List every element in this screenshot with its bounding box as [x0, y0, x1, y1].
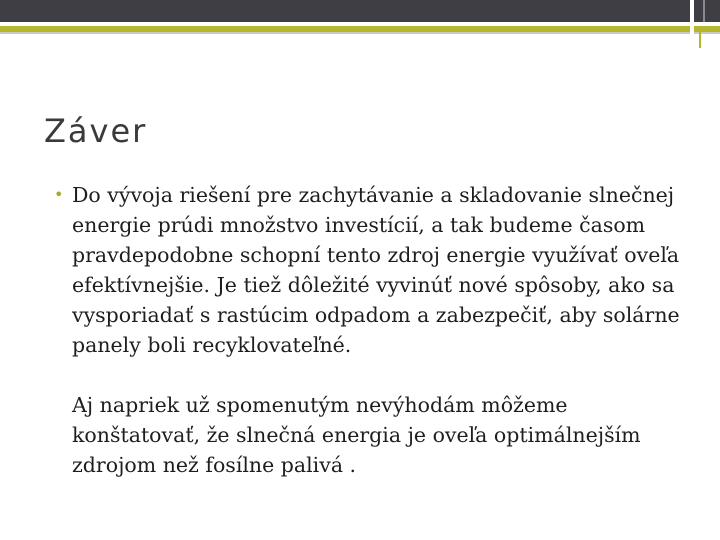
- bullet-text: Do vývoja riešení pre zachytávanie a skladovanie slnečnej energie prúdi množstvo investícií, a tak budeme časom pravdepodobne schopní tento zdroj energie využívať oveľa efektívnejšie. Je tiež dôležité vyvinúť nové spôsoby, ako sa vysporiadať s rastúcim odpadom a zabezpečiť, aby solárne panely boli recyklovateľné.: [72, 183, 680, 357]
- slide-title: Záver: [44, 112, 148, 150]
- bullet-item: [44, 180, 694, 360]
- header-dark-stripe-right: [694, 0, 720, 22]
- header-notch: [690, 0, 694, 36]
- header-accent-tick: [699, 26, 701, 48]
- slide-body: [44, 180, 694, 480]
- header-grey-line: [0, 32, 720, 34]
- header-band: [0, 0, 720, 36]
- header-dark-stripe: [0, 0, 690, 22]
- bullet-icon: •: [54, 185, 64, 204]
- conclusion-paragraph: Aj napriek už spomenutým nevýhodám môžeme konštatovať, že slnečná energia je oveľa optimálnejším zdrojom než fosílne palivá .: [72, 393, 641, 477]
